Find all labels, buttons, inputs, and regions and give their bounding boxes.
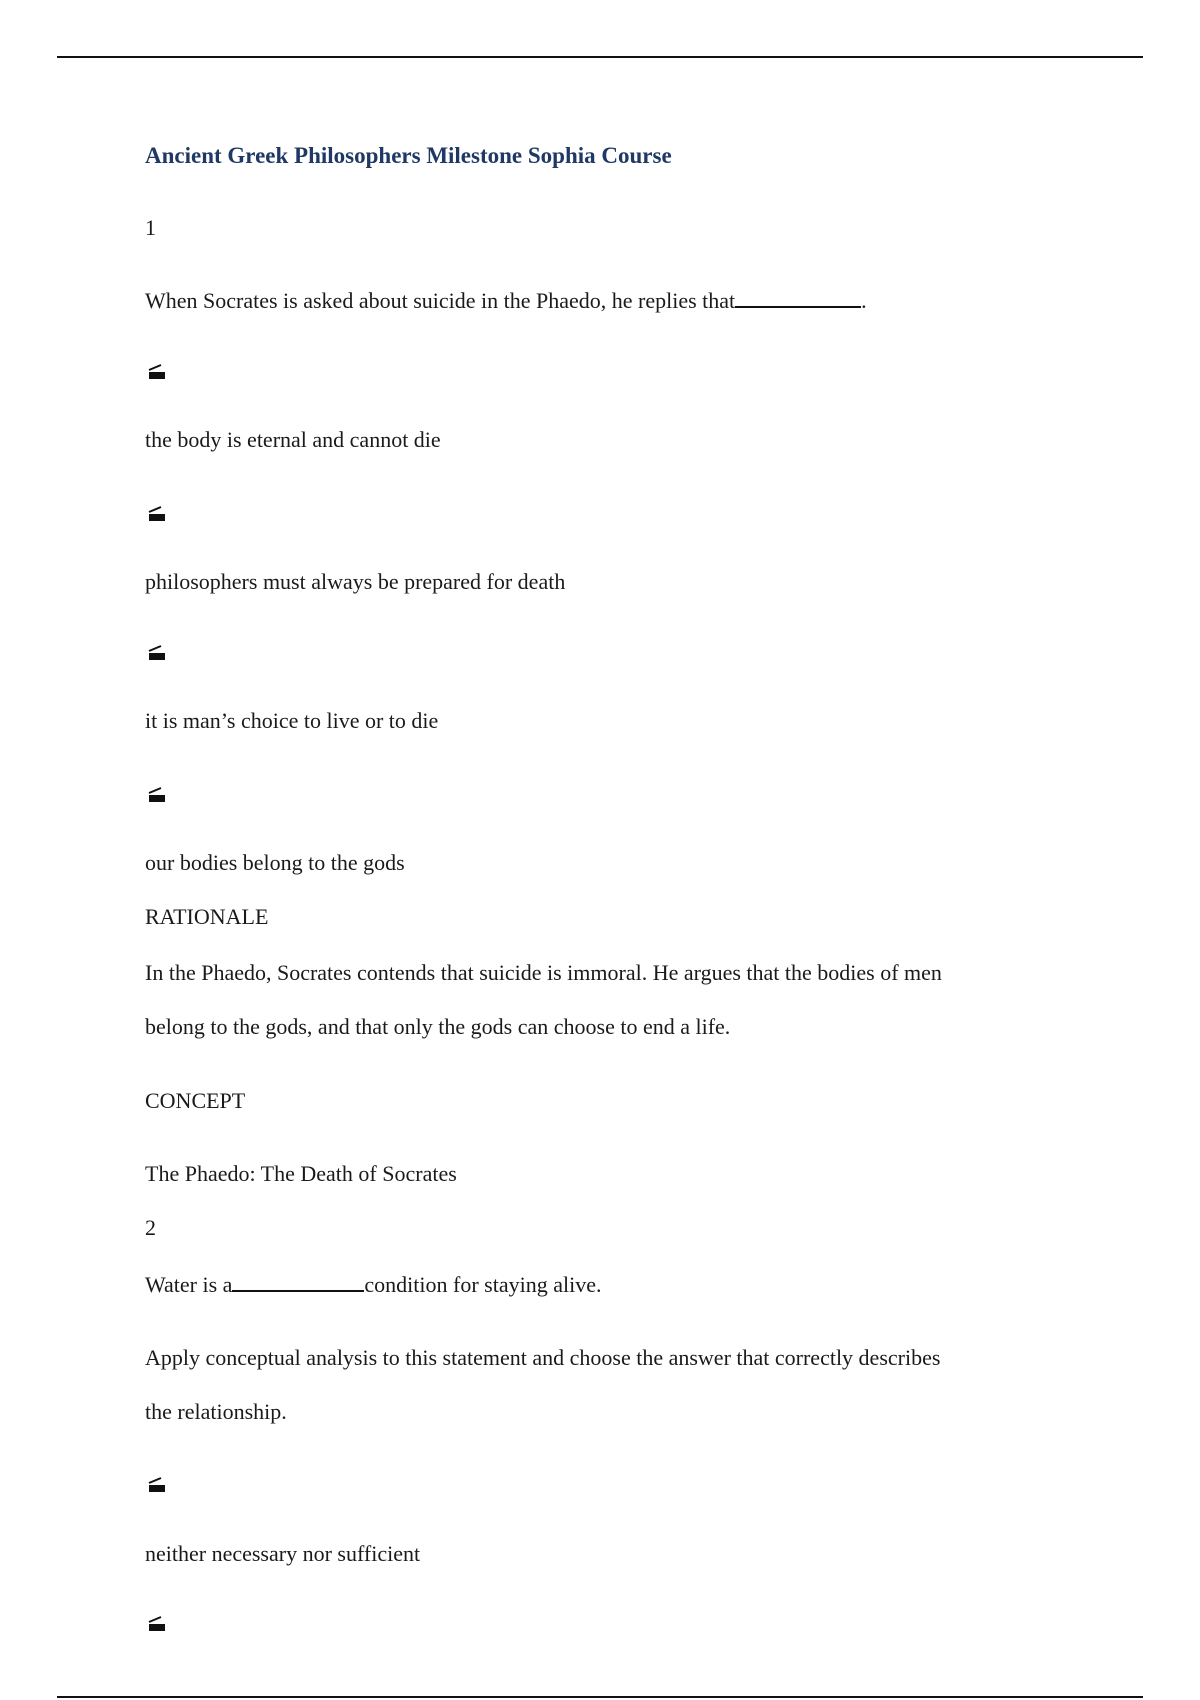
question-2-prompt xyxy=(145,1272,601,1298)
question-1-number: 1 xyxy=(145,215,156,240)
question-2-prompt-end: condition for staying alive. xyxy=(364,1272,602,1297)
question-1-prompt-text: When Socrates is asked about suicide in the Phaedo, he replies that xyxy=(145,288,736,313)
question-1-prompt xyxy=(145,288,867,314)
document-title: Ancient Greek Philosophers Milestone Sophia Course xyxy=(145,143,672,168)
question-2-option-a: neither necessary nor sufficient xyxy=(145,1541,421,1566)
rationale-line-1: In the Phaedo, Socrates contends that suicide is immoral. He argues that the bodies of men xyxy=(145,960,942,985)
radio-button-icon[interactable] xyxy=(148,364,166,380)
question-2-prompt-text: Water is a xyxy=(145,1272,233,1297)
fill-in-blank xyxy=(735,288,861,308)
concept-heading: CONCEPT xyxy=(145,1088,246,1113)
question-2-instruction-line-2: the relationship. xyxy=(145,1399,287,1424)
question-1-option-c: it is man’s choice to live or to die xyxy=(145,708,439,733)
question-2-number: 2 xyxy=(145,1215,156,1240)
question-1-option-a: the body is eternal and cannot die xyxy=(145,427,441,452)
header-rule xyxy=(57,56,1143,58)
radio-button-icon[interactable] xyxy=(148,506,166,522)
question-1-prompt-end: . xyxy=(861,288,867,313)
concept-text: The Phaedo: The Death of Socrates xyxy=(145,1161,457,1186)
radio-button-icon[interactable] xyxy=(148,787,166,803)
question-1-option-b: philosophers must always be prepared for death xyxy=(145,569,566,594)
rationale-line-2: belong to the gods, and that only the gods can choose to end a life. xyxy=(145,1014,731,1039)
question-2-instruction-line-1: Apply conceptual analysis to this statement and choose the answer that correctly describes xyxy=(145,1345,941,1370)
fill-in-blank xyxy=(232,1272,364,1292)
radio-button-icon[interactable] xyxy=(148,645,166,661)
question-1-option-d: our bodies belong to the gods xyxy=(145,850,405,875)
radio-button-icon[interactable] xyxy=(148,1477,166,1493)
footer-rule xyxy=(57,1696,1143,1698)
rationale-heading: RATIONALE xyxy=(145,904,269,929)
radio-button-icon[interactable] xyxy=(148,1616,166,1632)
